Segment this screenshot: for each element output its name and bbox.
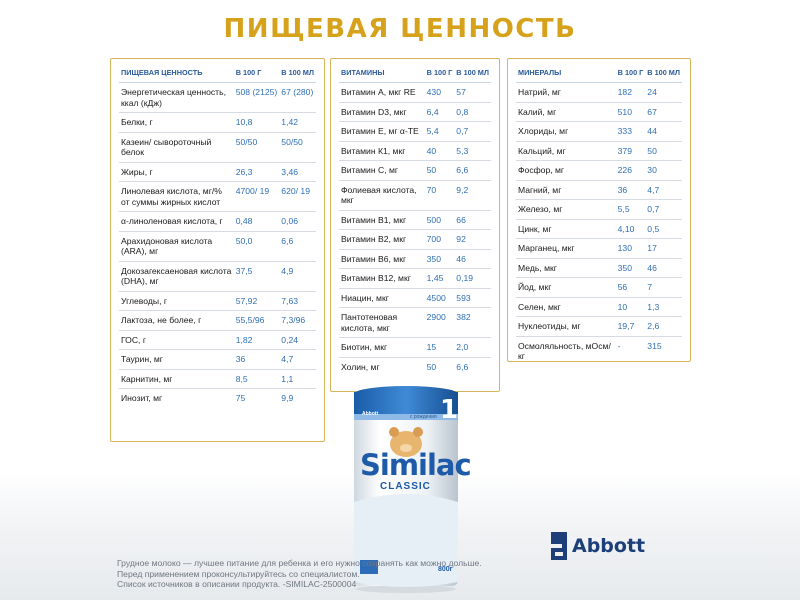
can-stage: 1 bbox=[440, 395, 459, 425]
vitamins-cell-per-100g: 350 bbox=[425, 249, 455, 269]
minerals-cell-name: Железо, мг bbox=[516, 200, 616, 220]
vitamins-row bbox=[339, 122, 491, 142]
minerals-cell-name: Магний, мг bbox=[516, 180, 616, 200]
minerals-row bbox=[516, 336, 682, 366]
vitamins-cell-per-100g: 700 bbox=[425, 230, 455, 250]
nutrition-header-100ml: В 100 МЛ bbox=[279, 65, 316, 83]
nutrition-cell-per-100g: 4700/ 19 bbox=[234, 182, 280, 212]
disclaimer-line: Перед применением проконсультируйтесь со специалистом. bbox=[117, 568, 360, 579]
vitamins-cell-per-100ml: 92 bbox=[454, 230, 491, 250]
vitamins-cell-per-100ml: 0,8 bbox=[454, 102, 491, 122]
minerals-cell-name: Кальций, мг bbox=[516, 141, 616, 161]
vitamins-cell-name: Биотин, мкг bbox=[339, 338, 425, 358]
vitamins-panel bbox=[330, 58, 500, 392]
minerals-cell-name: Селен, мкг bbox=[516, 297, 616, 317]
minerals-row bbox=[516, 297, 682, 317]
minerals-cell-name: Цинк, мг bbox=[516, 219, 616, 239]
nutrition-cell-per-100ml: 9,9 bbox=[281, 393, 294, 403]
nutrition-cell-per-100ml: 0,06 bbox=[279, 212, 316, 232]
minerals-row bbox=[516, 219, 682, 239]
nutrition-row bbox=[119, 389, 316, 408]
minerals-cell-per-100ml: 0,7 bbox=[645, 200, 682, 220]
vitamins-row bbox=[339, 308, 491, 338]
minerals-cell-per-100g: 5,5 bbox=[616, 200, 646, 220]
minerals-cell-name: Нуклеотиды, мг bbox=[516, 317, 616, 337]
minerals-row bbox=[516, 239, 682, 259]
nutrition-cell-per-100g: 36 bbox=[234, 350, 280, 370]
nutrition-cell-per-100g: 75 bbox=[235, 393, 246, 403]
vitamins-row bbox=[339, 249, 491, 269]
nutrition-row bbox=[119, 113, 316, 133]
nutrition-row bbox=[119, 261, 316, 291]
vitamins-row bbox=[339, 230, 491, 250]
vitamins-cell-per-100ml: 9,2 bbox=[454, 180, 491, 210]
nutrition-cell-per-100ml: 7,63 bbox=[279, 291, 316, 311]
nutrition-cell-name: Арахидоновая кислота (ARA), мг bbox=[119, 231, 234, 261]
vitamins-cell-per-100ml: 5,3 bbox=[454, 141, 491, 161]
nutrition-cell-per-100ml: 620/ 19 bbox=[279, 182, 316, 212]
can-brand: Similac bbox=[360, 448, 471, 482]
nutrition-row bbox=[119, 182, 316, 212]
minerals-cell-per-100g: 56 bbox=[616, 278, 646, 298]
vitamins-cell-per-100g: 50 bbox=[425, 161, 455, 181]
nutrition-cell-name: α-линоленовая кислота, г bbox=[119, 212, 234, 232]
minerals-cell-name: Медь, мкг bbox=[516, 258, 616, 278]
vitamins-cell-per-100ml: 2,0 bbox=[454, 338, 491, 358]
minerals-row bbox=[516, 122, 682, 142]
vitamins-cell-per-100g: 6,4 bbox=[425, 102, 455, 122]
nutrition-cell-name: Казеин/ сывороточный белок bbox=[119, 132, 234, 162]
nutrition-cell-per-100g: 57,92 bbox=[234, 291, 280, 311]
nutrition-row bbox=[119, 162, 316, 182]
minerals-row bbox=[516, 180, 682, 200]
minerals-cell-per-100g: 350 bbox=[616, 258, 646, 278]
nutrition-cell-name: Докозагексаеновая кислота (DHA), мг bbox=[119, 261, 234, 291]
minerals-cell-per-100g: 4,10 bbox=[616, 219, 646, 239]
vitamins-cell-per-100ml: 382 bbox=[454, 308, 491, 338]
nutrition-cell-per-100g: 50/50 bbox=[234, 132, 280, 162]
can-badge: с рождения bbox=[410, 414, 437, 420]
vitamins-row bbox=[339, 141, 491, 161]
minerals-cell-per-100g: - bbox=[617, 340, 621, 351]
vitamins-cell-per-100ml: 46 bbox=[454, 249, 491, 269]
nutrition-panel bbox=[110, 58, 325, 442]
nutrition-row bbox=[119, 231, 316, 261]
vitamins-cell-per-100ml: 57 bbox=[454, 83, 491, 103]
minerals-cell-per-100ml: 17 bbox=[645, 239, 682, 259]
disclaimer-line: Список источников в описании продукта. -SIMILAC-2500004 bbox=[117, 579, 357, 589]
vitamins-row bbox=[339, 357, 491, 376]
nutrition-header-100g: В 100 Г bbox=[234, 65, 280, 83]
minerals-cell-per-100g: 10 bbox=[616, 297, 646, 317]
vitamins-cell-per-100ml: 6,6 bbox=[456, 361, 469, 372]
nutrition-cell-per-100ml: 4,7 bbox=[279, 350, 316, 370]
vitamins-cell-name: Витамин С, мг bbox=[339, 161, 425, 181]
vitamins-cell-name: Витамин Е, мг α-ТЕ bbox=[339, 122, 425, 142]
vitamins-row bbox=[339, 83, 491, 103]
nutrition-cell-per-100g: 55,5/96 bbox=[234, 311, 280, 331]
vitamins-cell-name: Витамин К1, мкг bbox=[339, 141, 425, 161]
vitamins-cell-name: Витамин В6, мкг bbox=[339, 249, 425, 269]
minerals-cell-per-100g: 182 bbox=[616, 83, 646, 103]
vitamins-cell-per-100g: 1,45 bbox=[425, 269, 455, 289]
minerals-cell-per-100g: 226 bbox=[616, 161, 646, 181]
nutrition-row bbox=[119, 291, 316, 311]
vitamins-cell-per-100g: 5,4 bbox=[425, 122, 455, 142]
nutrition-row bbox=[119, 369, 316, 389]
minerals-cell-name: Йод, мкг bbox=[516, 278, 616, 298]
minerals-cell-per-100ml: 30 bbox=[645, 161, 682, 181]
nutrition-cell-per-100g: 508 (2125) bbox=[234, 83, 280, 113]
vitamins-cell-per-100ml: 6,6 bbox=[454, 161, 491, 181]
minerals-cell-per-100ml: 50 bbox=[645, 141, 682, 161]
vitamins-row bbox=[339, 338, 491, 358]
minerals-row bbox=[516, 102, 682, 122]
nutrition-row bbox=[119, 83, 316, 113]
vitamins-header-100ml: В 100 МЛ bbox=[454, 65, 491, 83]
vitamins-cell-per-100g: 4500 bbox=[425, 288, 455, 308]
nutrition-cell-per-100g: 50,0 bbox=[234, 231, 280, 261]
vitamins-cell-name: Фолиевая кислота, мкг bbox=[339, 180, 425, 210]
can-line: CLASSIC bbox=[380, 481, 431, 492]
vitamins-row bbox=[339, 288, 491, 308]
nutrition-cell-name: Белки, г bbox=[119, 113, 234, 133]
minerals-cell-per-100g: 36 bbox=[616, 180, 646, 200]
nutrition-cell-name: ГОС, г bbox=[119, 330, 234, 350]
nutrition-cell-name: Линолевая кислота, мг/% от суммы жирных кислот bbox=[119, 182, 234, 212]
nutrition-cell-name: Инозит, мг bbox=[121, 393, 163, 403]
vitamins-cell-per-100g: 70 bbox=[425, 180, 455, 210]
minerals-row bbox=[516, 83, 682, 103]
minerals-row bbox=[516, 200, 682, 220]
minerals-row bbox=[516, 141, 682, 161]
nutrition-row bbox=[119, 132, 316, 162]
minerals-header-100ml: В 100 МЛ bbox=[645, 65, 682, 83]
vitamins-row bbox=[339, 180, 491, 210]
disclaimer-line: Грудное молоко — лучшее питание для ребенка и его нужно сохранять как можно дольше. bbox=[117, 558, 482, 568]
minerals-row bbox=[516, 278, 682, 298]
minerals-cell-per-100ml: 1,3 bbox=[645, 297, 682, 317]
minerals-cell-per-100g: 379 bbox=[616, 141, 646, 161]
vitamins-cell-name: Витамин В1, мкг bbox=[339, 210, 425, 230]
nutrition-cell-per-100g: 1,82 bbox=[234, 330, 280, 350]
minerals-cell-per-100ml: 4,7 bbox=[645, 180, 682, 200]
vitamins-cell-name: Холин, мг bbox=[341, 361, 380, 372]
nutrition-row bbox=[119, 212, 316, 232]
vitamins-row bbox=[339, 210, 491, 230]
nutrition-cell-per-100g: 8,5 bbox=[234, 369, 280, 389]
nutrition-row bbox=[119, 350, 316, 370]
vitamins-header-name: ВИТАМИНЫ bbox=[339, 65, 425, 83]
minerals-cell-per-100g: 19,7 bbox=[616, 317, 646, 337]
minerals-cell-per-100ml: 24 bbox=[645, 83, 682, 103]
minerals-cell-name: Хлориды, мг bbox=[516, 122, 616, 142]
vitamins-cell-per-100ml: 0,19 bbox=[454, 269, 491, 289]
minerals-table bbox=[516, 65, 682, 366]
nutrition-cell-per-100g: 10,8 bbox=[234, 113, 280, 133]
minerals-cell-per-100ml: 67 bbox=[645, 102, 682, 122]
minerals-cell-per-100ml: 0,5 bbox=[645, 219, 682, 239]
nutrition-cell-per-100g: 0,48 bbox=[234, 212, 280, 232]
vitamins-cell-per-100g: 430 bbox=[425, 83, 455, 103]
nutrition-header-name: ПИЩЕВАЯ ЦЕННОСТЬ bbox=[119, 65, 234, 83]
vitamins-cell-per-100g: 500 bbox=[425, 210, 455, 230]
nutrition-row bbox=[119, 330, 316, 350]
vitamins-cell-per-100ml: 66 bbox=[454, 210, 491, 230]
minerals-cell-name: Марганец, мкг bbox=[516, 239, 616, 259]
minerals-cell-per-100g: 333 bbox=[616, 122, 646, 142]
nutrition-cell-per-100ml: 4,9 bbox=[279, 261, 316, 291]
nutrition-cell-per-100ml: 0,24 bbox=[279, 330, 316, 350]
page-title: ПИЩЕВАЯ ЦЕННОСТЬ bbox=[223, 14, 577, 44]
disclaimer bbox=[117, 558, 482, 590]
vitamins-cell-name: Пантотеновая кислота, мкг bbox=[339, 308, 425, 338]
nutrition-cell-name: Энергетическая ценность, ккал (кДж) bbox=[119, 83, 234, 113]
vitamins-row bbox=[339, 269, 491, 289]
vitamins-cell-per-100ml: 0,7 bbox=[454, 122, 491, 142]
vitamins-cell-per-100ml: 593 bbox=[454, 288, 491, 308]
minerals-cell-name: Калий, мг bbox=[516, 102, 616, 122]
minerals-cell-per-100g: 510 bbox=[616, 102, 646, 122]
minerals-header-name: МИНЕРАЛЫ bbox=[516, 65, 616, 83]
minerals-cell-per-100g: 130 bbox=[616, 239, 646, 259]
nutrition-cell-name: Карнитин, мг bbox=[119, 369, 234, 389]
minerals-cell-name: Фосфор, мг bbox=[516, 161, 616, 181]
nutrition-cell-per-100ml: 50/50 bbox=[279, 132, 316, 162]
minerals-cell-per-100ml: 2,6 bbox=[645, 317, 682, 337]
vitamins-table bbox=[339, 65, 491, 376]
abbott-logo-icon bbox=[548, 530, 570, 562]
vitamins-cell-name: Витамин А, мкг RE bbox=[339, 83, 425, 103]
nutrition-cell-per-100ml: 3,46 bbox=[279, 162, 316, 182]
minerals-panel bbox=[507, 58, 691, 362]
vitamins-cell-per-100g: 40 bbox=[425, 141, 455, 161]
nutrition-cell-per-100g: 26,3 bbox=[234, 162, 280, 182]
minerals-row bbox=[516, 161, 682, 181]
can-maker-mark: Abbott bbox=[362, 411, 379, 417]
nutrition-cell-name: Жиры, г bbox=[119, 162, 234, 182]
vitamins-cell-name: Ниацин, мкг bbox=[339, 288, 425, 308]
vitamins-cell-name: Витамин D3, мкг bbox=[339, 102, 425, 122]
nutrition-cell-name: Лактоза, не более, г bbox=[119, 311, 234, 331]
nutrition-cell-per-100ml: 6,6 bbox=[279, 231, 316, 261]
minerals-row bbox=[516, 317, 682, 337]
nutrition-cell-per-100g: 37,5 bbox=[234, 261, 280, 291]
vitamins-row bbox=[339, 102, 491, 122]
minerals-cell-per-100ml: 44 bbox=[645, 122, 682, 142]
vitamins-cell-per-100g: 15 bbox=[425, 338, 455, 358]
vitamins-header-100g: В 100 Г bbox=[425, 65, 455, 83]
nutrition-table bbox=[119, 65, 316, 408]
vitamins-cell-per-100g: 50 bbox=[426, 361, 437, 372]
vitamins-cell-name: Витамин В12, мкг bbox=[339, 269, 425, 289]
abbott-logo-text: Abbott bbox=[572, 535, 646, 557]
nutrition-cell-name: Углеводы, г bbox=[119, 291, 234, 311]
nutrition-row bbox=[119, 311, 316, 331]
minerals-cell-per-100ml: 7 bbox=[645, 278, 682, 298]
minerals-cell-name: Осмоляльность, мОсм/кг bbox=[518, 340, 611, 361]
vitamins-row bbox=[339, 161, 491, 181]
nutrition-cell-per-100ml: 1,42 bbox=[279, 113, 316, 133]
nutrition-cell-per-100ml: 7,3/96 bbox=[279, 311, 316, 331]
vitamins-cell-name: Витамин В2, мкг bbox=[339, 230, 425, 250]
minerals-header-100g: В 100 Г bbox=[616, 65, 646, 83]
minerals-cell-per-100ml: 46 bbox=[645, 258, 682, 278]
minerals-row bbox=[516, 258, 682, 278]
vitamins-cell-per-100g: 2900 bbox=[425, 308, 455, 338]
minerals-cell-per-100ml: 315 bbox=[647, 340, 662, 351]
nutrition-cell-per-100ml: 1,1 bbox=[279, 369, 316, 389]
can-weight: 800г bbox=[438, 566, 453, 573]
nutrition-cell-name: Таурин, мг bbox=[119, 350, 234, 370]
minerals-cell-name: Натрий, мг bbox=[516, 83, 616, 103]
nutrition-cell-per-100ml: 67 (280) bbox=[279, 83, 316, 113]
